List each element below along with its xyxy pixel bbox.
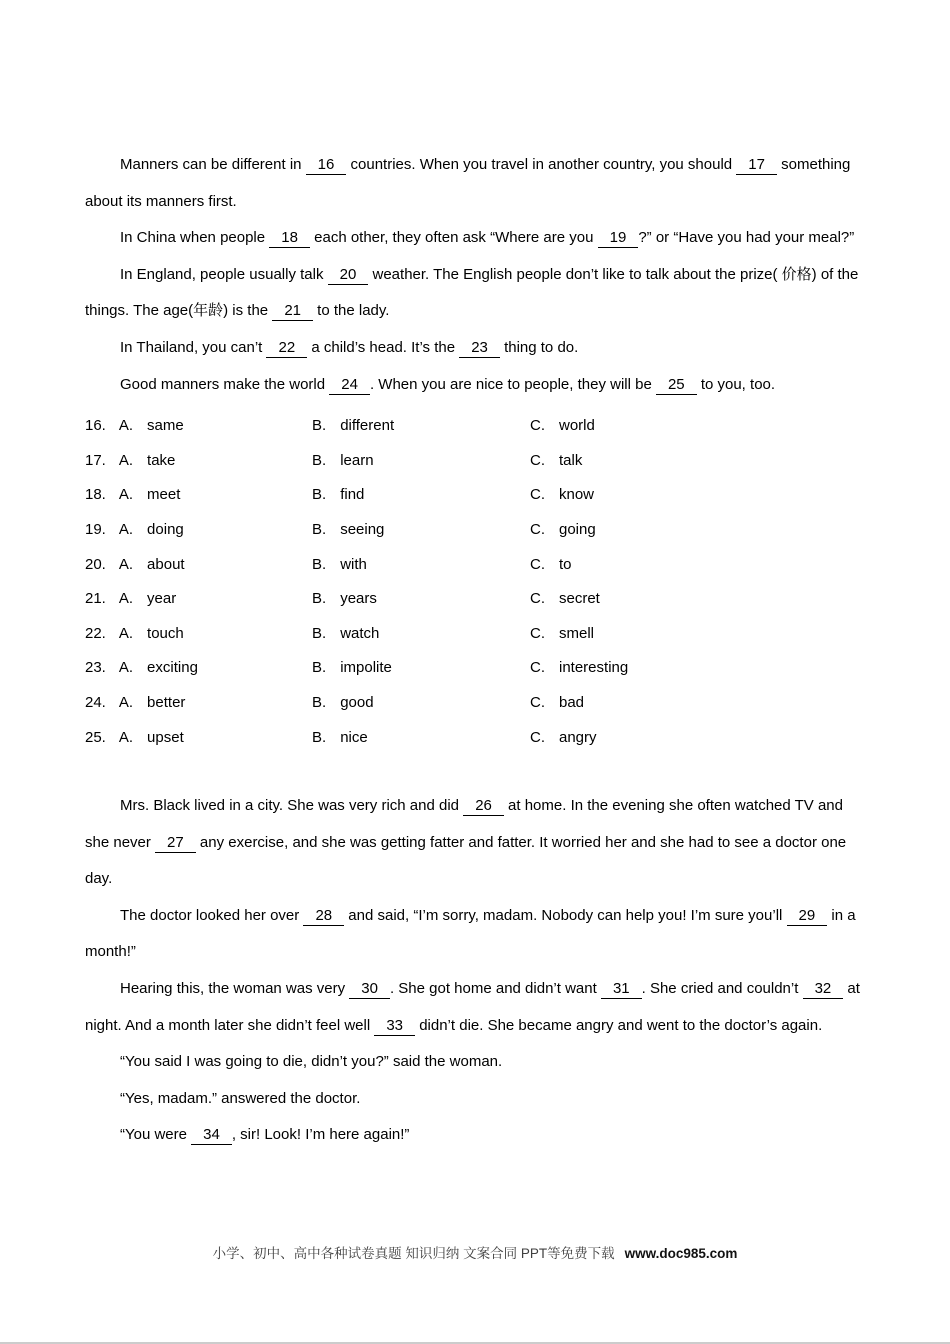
option-c-text: talk — [559, 451, 583, 469]
blank-34: 34 — [191, 1125, 232, 1145]
option-b-text: with — [340, 555, 367, 573]
option-a-text: about — [147, 555, 185, 573]
page-footer — [0, 1244, 950, 1264]
choice-cell-b — [312, 548, 530, 583]
choice-row — [85, 721, 866, 756]
question-number: 18. — [85, 486, 106, 504]
choice-cell-a — [85, 478, 312, 513]
choices-list — [85, 409, 866, 755]
choice-row — [85, 686, 866, 721]
option-c-label: C. — [530, 486, 545, 504]
choice-cell-a — [85, 444, 312, 479]
option-a-text: upset — [147, 728, 184, 746]
option-a-label: A. — [118, 451, 134, 469]
option-a-text: touch — [147, 624, 184, 642]
blank-17: 17 — [736, 155, 777, 175]
option-c-text: secret — [559, 590, 600, 608]
option-a-label: A. — [118, 486, 134, 504]
question-number: 20. — [85, 555, 106, 573]
option-b-label: B. — [312, 417, 327, 435]
choice-row — [85, 548, 866, 583]
question-number: 17. — [85, 451, 106, 469]
option-b-label: B. — [312, 590, 327, 608]
choice-cell-a — [85, 582, 312, 617]
choice-cell-a — [85, 686, 312, 721]
blank-25: 25 — [656, 375, 697, 395]
choice-cell-b — [312, 721, 530, 756]
footer-site-link[interactable]: www.doc985.com — [624, 1246, 738, 1261]
option-c-label: C. — [530, 590, 545, 608]
paragraph: In England, people usually talk 20 weather. The English people don’t like to talk about the prize( 价格) of the things. The age(年龄) is the 21 to the lady. — [85, 265, 859, 320]
question-number: 23. — [85, 659, 106, 677]
option-c-text: smell — [559, 624, 595, 642]
choice-row — [85, 409, 866, 444]
question-number: 25. — [85, 728, 106, 746]
choice-cell-a — [85, 548, 312, 583]
option-b-label: B. — [312, 728, 327, 746]
option-c-text: to — [559, 555, 572, 573]
option-c-label: C. — [530, 417, 545, 435]
choice-row — [85, 582, 866, 617]
choice-cell-a — [85, 651, 312, 686]
choice-cell-a — [85, 617, 312, 652]
option-b-text: seeing — [340, 520, 385, 538]
choice-cell-a — [85, 721, 312, 756]
option-b-label: B. — [312, 520, 327, 538]
option-a-label: A. — [118, 624, 134, 642]
choice-cell-c — [530, 478, 866, 513]
choice-row — [85, 444, 866, 479]
question-number: 16. — [85, 417, 106, 435]
passage-1 — [85, 147, 866, 403]
option-c-label: C. — [530, 555, 545, 573]
option-b-text: learn — [340, 451, 374, 469]
blank-26: 26 — [463, 796, 504, 816]
paragraph: “You said I was going to die, didn’t you?” said the woman. — [120, 1053, 503, 1071]
option-c-label: C. — [530, 451, 545, 469]
option-a-label: A. — [118, 520, 134, 538]
option-a-text: year — [147, 590, 177, 608]
choice-row — [85, 617, 866, 652]
choice-cell-b — [312, 444, 530, 479]
blank-28: 28 — [303, 906, 344, 926]
option-c-text: interesting — [559, 659, 629, 677]
option-b-label: B. — [312, 451, 327, 469]
document-body — [85, 147, 866, 1154]
paragraph: In Thailand, you can’t 22 a child’s head. It’s the 23 thing to do. — [120, 338, 579, 356]
option-a-label: A. — [118, 693, 134, 711]
blank-30: 30 — [349, 979, 390, 999]
paragraph: Hearing this, the woman was very 30 . She got home and didn’t want 31 . She cried and couldn’t 32 at night. And a month later she didn’t feel well 33 didn’t die. She became angry and went to the doctor’s again. — [85, 980, 860, 1034]
blank-33: 33 — [374, 1016, 415, 1036]
question-number: 24. — [85, 693, 106, 711]
option-b-label: B. — [312, 624, 327, 642]
choice-cell-b — [312, 617, 530, 652]
paragraph: The doctor looked her over 28 and said, “I’m sorry, madam. Nobody can help you! I’m sure you’ll 29 in a month!” — [85, 906, 856, 961]
option-b-text: find — [340, 486, 365, 504]
option-a-label: A. — [118, 728, 134, 746]
blank-21: 21 — [272, 301, 313, 321]
blank-29: 29 — [787, 906, 828, 926]
option-b-label: B. — [312, 486, 327, 504]
choice-cell-c — [530, 513, 866, 548]
blank-31: 31 — [601, 979, 642, 999]
option-b-label: B. — [312, 693, 327, 711]
blank-23: 23 — [459, 338, 500, 358]
option-a-text: meet — [147, 486, 181, 504]
option-c-label: C. — [530, 520, 545, 538]
option-c-label: C. — [530, 728, 545, 746]
option-b-text: years — [340, 590, 377, 608]
paragraph: In China when people 18 each other, they often ask “Where are you 19 ?” or “Have you had your meal?” — [120, 229, 855, 247]
option-a-label: A. — [118, 659, 134, 677]
option-b-text: impolite — [340, 659, 392, 677]
choice-cell-b — [312, 686, 530, 721]
option-b-label: B. — [312, 555, 327, 573]
option-c-text: bad — [559, 693, 585, 711]
option-a-label: A. — [118, 417, 134, 435]
option-c-label: C. — [530, 659, 545, 677]
choice-cell-a — [85, 409, 312, 444]
option-a-text: exciting — [147, 659, 198, 677]
blank-27: 27 — [155, 833, 196, 853]
paragraph: “Yes, madam.” answered the doctor. — [120, 1089, 361, 1107]
option-b-text: good — [340, 693, 374, 711]
option-a-text: take — [147, 451, 176, 469]
option-a-label: A. — [118, 555, 134, 573]
option-a-text: doing — [147, 520, 184, 538]
choice-cell-a — [85, 513, 312, 548]
option-b-text: nice — [340, 728, 368, 746]
blank-20: 20 — [328, 265, 369, 285]
option-a-label: A. — [118, 590, 134, 608]
paragraph: “You were 34 , sir! Look! I’m here again!” — [120, 1126, 410, 1144]
choice-cell-b — [312, 513, 530, 548]
choice-row — [85, 478, 866, 513]
passage-2 — [85, 788, 866, 1154]
paragraph: Good manners make the world 24 . When you are nice to people, they will be 25 to you, too. — [120, 375, 776, 393]
blank-22: 22 — [266, 338, 307, 358]
blank-24: 24 — [329, 375, 370, 395]
choice-cell-c — [530, 582, 866, 617]
option-c-label: C. — [530, 624, 545, 642]
option-b-text: watch — [340, 624, 380, 642]
option-a-text: same — [147, 417, 184, 435]
question-number: 21. — [85, 590, 106, 608]
option-c-text: world — [559, 417, 595, 435]
blank-16: 16 — [306, 155, 347, 175]
option-c-label: C. — [530, 693, 545, 711]
paragraph: Mrs. Black lived in a city. She was very rich and did 26 at home. In the evening she often watched TV and she never 27 any exercise, and she was getting fatter and fatter. It worried her and she had to see a doctor one day. — [85, 797, 847, 888]
blank-19: 19 — [598, 228, 639, 248]
paragraph: Manners can be different in 16 countries. When you travel in another country, you should 17 something about its manners first. — [85, 156, 851, 210]
choice-cell-c — [530, 409, 866, 444]
choice-cell-b — [312, 478, 530, 513]
question-number: 22. — [85, 624, 106, 642]
blank-32: 32 — [803, 979, 844, 999]
choice-cell-b — [312, 582, 530, 617]
option-b-text: different — [340, 417, 395, 435]
choice-row — [85, 651, 866, 686]
choice-cell-c — [530, 651, 866, 686]
choice-cell-c — [530, 617, 866, 652]
choice-cell-b — [312, 651, 530, 686]
choice-cell-c — [530, 721, 866, 756]
footer-text: 小学、初中、高中各种试卷真题 知识归纳 文案合同 PPT等免费下载 — [212, 1246, 615, 1261]
option-c-text: know — [559, 486, 595, 504]
option-b-label: B. — [312, 659, 327, 677]
option-c-text: angry — [559, 728, 597, 746]
choice-cell-c — [530, 686, 866, 721]
choice-row — [85, 513, 866, 548]
choice-cell-c — [530, 548, 866, 583]
choice-cell-b — [312, 409, 530, 444]
choice-cell-c — [530, 444, 866, 479]
blank-18: 18 — [269, 228, 310, 248]
option-a-text: better — [147, 693, 186, 711]
question-number: 19. — [85, 520, 106, 538]
option-c-text: going — [559, 520, 596, 538]
